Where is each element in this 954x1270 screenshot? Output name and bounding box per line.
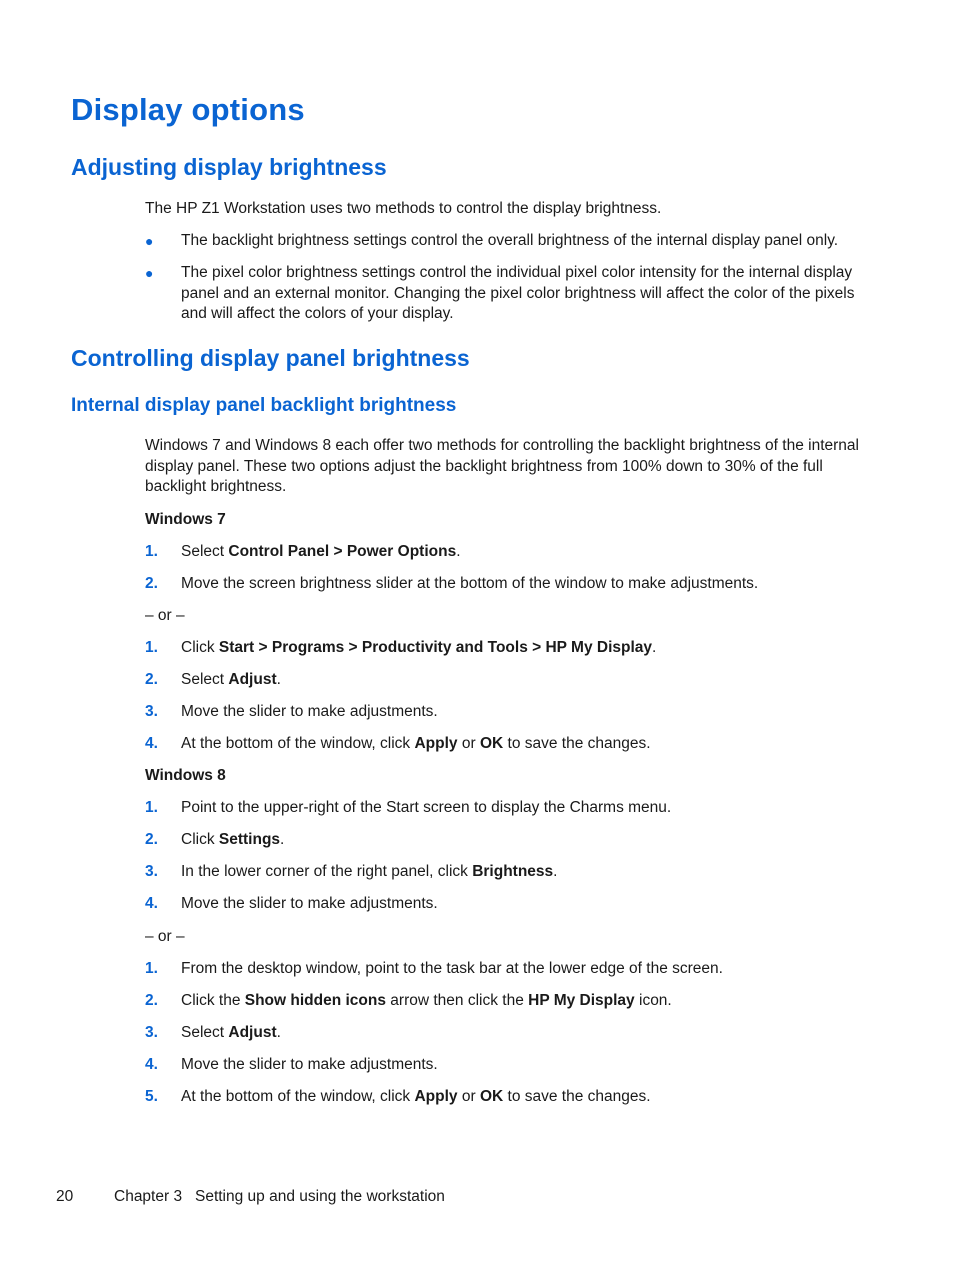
step-text: At the bottom of the window, click Apply or OK to save the changes.: [181, 735, 651, 752]
page-title: Display options: [71, 92, 305, 127]
section-heading-controlling: Controlling display panel brightness: [71, 345, 470, 371]
windows7-label: Windows 7: [145, 511, 226, 528]
page-number: 20: [56, 1188, 74, 1205]
step-text: Click Settings.: [181, 831, 285, 848]
section2-intro: Windows 7 and Windows 8 each offer two methods for controlling the backlight brightness of the internal display panel. These two options adjust the backlight brightness from 100% down to 30% of the full backlight brightness.: [145, 437, 859, 495]
step-number: 2.: [145, 992, 158, 1009]
step-number: 5.: [145, 1088, 158, 1105]
step-number: 1.: [145, 799, 158, 816]
step-text: Move the slider to make adjustments.: [181, 703, 438, 720]
step-text: Move the slider to make adjustments.: [181, 895, 438, 912]
bullet-icon: ●: [145, 265, 154, 281]
step-number: 2.: [145, 575, 158, 592]
step-text: Select Control Panel > Power Options.: [181, 543, 461, 560]
step-text: From the desktop window, point to the task bar at the lower edge of the screen.: [181, 960, 723, 977]
step-number: 4.: [145, 735, 158, 752]
step-number: 4.: [145, 1056, 158, 1073]
step-number: 2.: [145, 671, 158, 688]
or-separator: – or –: [145, 928, 185, 945]
step-number: 3.: [145, 863, 158, 880]
subsection-heading-backlight: Internal display panel backlight brightness: [71, 395, 457, 416]
step-number: 1.: [145, 639, 158, 656]
page-footer: [56, 1188, 445, 1206]
step-text: In the lower corner of the right panel, click Brightness.: [181, 863, 558, 880]
step-number: 2.: [145, 831, 158, 848]
step-number: 4.: [145, 895, 158, 912]
step-text: Move the screen brightness slider at the bottom of the window to make adjustments.: [181, 575, 759, 592]
chapter-title: Chapter 3 Setting up and using the workstation: [114, 1188, 445, 1205]
step-number: 1.: [145, 543, 158, 560]
step-text: Click the Show hidden icons arrow then click the HP My Display icon.: [181, 992, 672, 1009]
windows8-label: Windows 8: [145, 767, 226, 784]
step-number: 3.: [145, 703, 158, 720]
step-text: Select Adjust.: [181, 671, 281, 688]
step-number: 1.: [145, 960, 158, 977]
or-separator: – or –: [145, 607, 185, 624]
bullet-text: The backlight brightness settings control the overall brightness of the internal display panel only.: [181, 232, 839, 249]
bullet-icon: ●: [145, 233, 154, 249]
step-text: At the bottom of the window, click Apply or OK to save the changes.: [181, 1088, 651, 1105]
section1-intro: The HP Z1 Workstation uses two methods to control the display brightness.: [145, 200, 662, 217]
step-text: Move the slider to make adjustments.: [181, 1056, 438, 1073]
bullet-text: The pixel color brightness settings control the individual pixel color intensity for the internal display panel and an external monitor. Changing the pixel color brightness will affect the color of the pixels and will affect the colors of your display.: [181, 264, 855, 322]
step-text: Click Start > Programs > Productivity and Tools > HP My Display.: [181, 639, 657, 656]
section-heading-adjusting: Adjusting display brightness: [71, 154, 387, 180]
step-number: 3.: [145, 1024, 158, 1041]
step-text: Point to the upper-right of the Start screen to display the Charms menu.: [181, 799, 672, 816]
step-text: Select Adjust.: [181, 1024, 281, 1041]
